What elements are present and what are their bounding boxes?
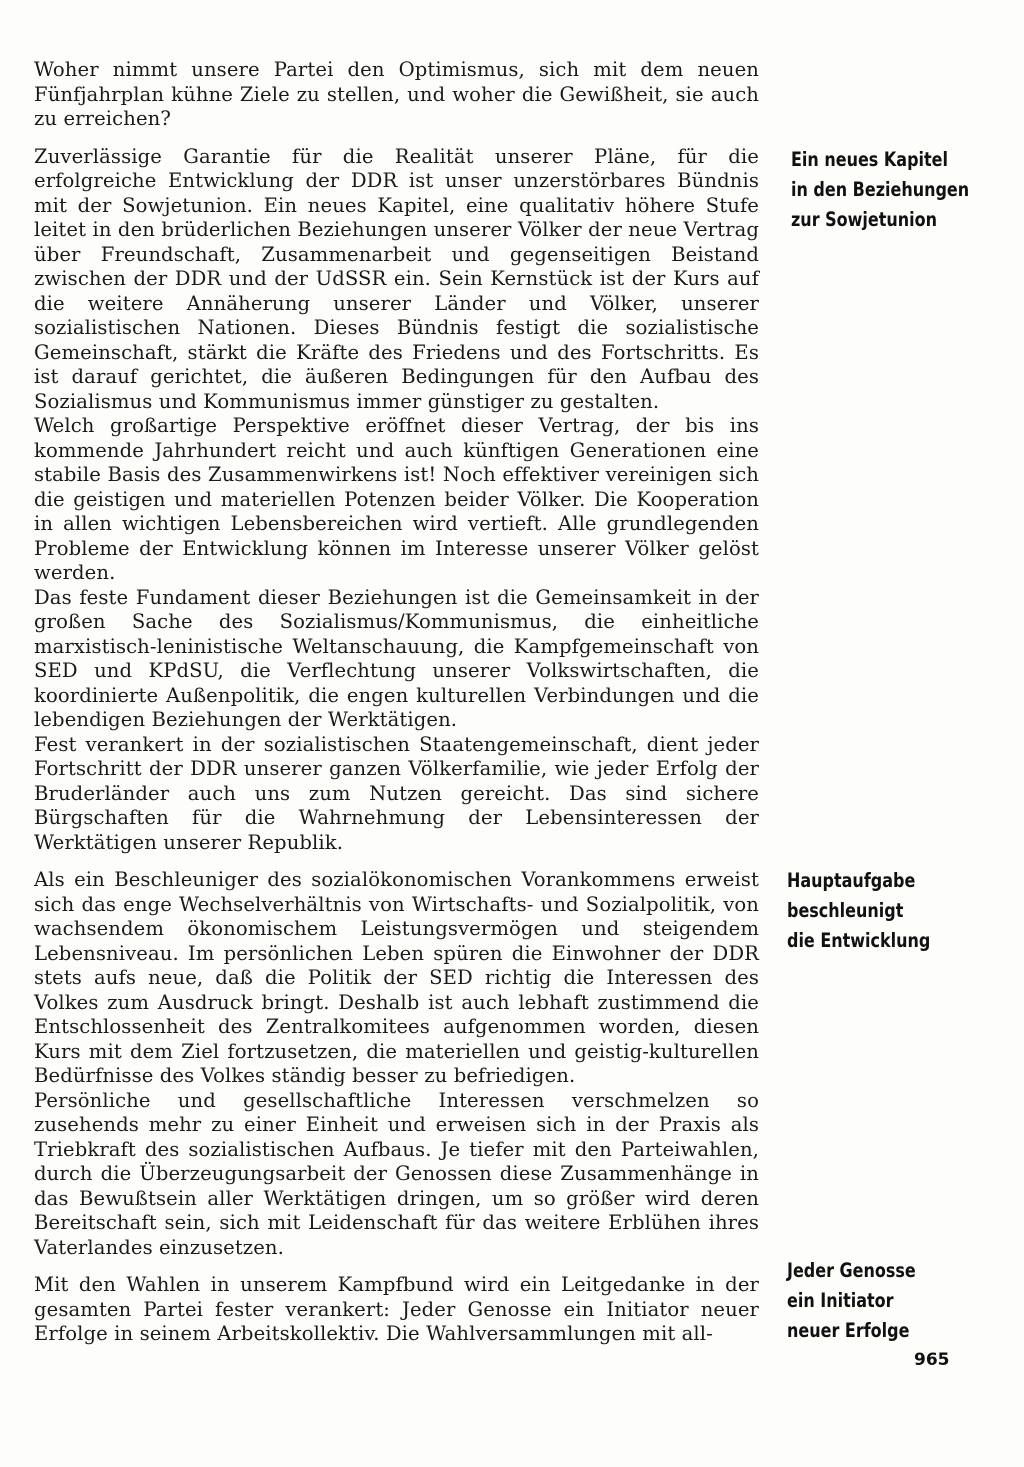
body-text-column — [34, 58, 759, 1360]
paragraph: Fest verankert in der sozialistischen Staatengemeinschaft, dient jeder Fortschritt der DDR unserer ganzen Völkerfamilie, wie jeder Erfolg der Bruderländer auch uns zum Nutzen gereicht. Das sind sichere Bürgschaften für die Wahrnehmung der Lebensinteressen der Werktätigen unserer Republik. — [34, 732, 759, 854]
margin-note-genosse: Jeder Genosse ein Initiator neuer Erfolge — [787, 1259, 916, 1342]
text-section-genosse — [34, 1273, 759, 1347]
page-number: 965 — [914, 1350, 950, 1370]
margin-note-hauptaufgabe: Hauptaufgabe beschleunigt die Entwicklung — [787, 869, 931, 952]
paragraph: Mit den Wahlen in unserem Kampfbund wird ein Leitgedanke in der gesamten Partei fester verankert: Jeder Genosse ein Initiator neuer Erfolge in seinem Arbeitskollektiv. Die Wahlversammlungen mit all- — [34, 1273, 759, 1345]
text-section-hauptaufgabe — [34, 868, 759, 1260]
paragraph: Welch großartige Perspektive eröffnet dieser Vertrag, der bis ins kommende Jahrhundert reicht und auch künftigen Generationen eine stabile Basis des Zusammenwirkens ist! Noch effektiver vereinigen sich die geistigen und materiellen Potenzen beider Völker. Die Kooperation in allen wichtigen Lebensbereichen wird vertieft. Alle grundlegenden Probleme der Entwicklung können im Interesse unserer Völker gelöst werden. — [34, 414, 759, 584]
text-section-sowjetunion — [34, 145, 759, 856]
margin-note-sowjetunion: Ein neues Kapitel in den Beziehungen zur Sowjetunion — [791, 148, 970, 231]
paragraph: Woher nimmt unsere Partei den Optimismus, sich mit dem neuen Fünfjahrplan kühne Ziele zu stellen, und woher die Gewißheit, sie auch zu erreichen? — [34, 58, 759, 130]
paragraph: Als ein Beschleuniger des sozialökonomischen Vorankommens erweist sich das enge Wechselverhältnis von Wirtschafts- und Sozialpolitik, von wachsendem ökonomischem Leistungsvermögen und steigendem Lebensniveau. Im persönlichen Leben spüren die Einwohner der DDR stets aufs neue, daß die Politik der SED richtig die Interessen des Volkes zum Ausdruck bringt. Deshalb ist auch lebhaft zustimmend die Entschlossenheit des Zentralkomitees aufgenommen worden, diesen Kurs mit dem Ziel fortzusetzen, die materiellen und geistig-kulturellen Bedürfnisse des Volkes ständig besser zu befriedigen. — [34, 868, 759, 1087]
text-section-intro — [34, 58, 759, 132]
paragraph: Persönliche und gesellschaftliche Interessen verschmelzen so zusehends mehr zu einer Einheit und erweisen sich in der Praxis als Triebkraft des sozialistischen Aufbaus. Je tiefer mit den Parteiwahlen, durch die Überzeugungsarbeit der Genossen diese Zusammenhänge in das Bewußtsein aller Werktätigen dringen, um so größer wird deren Bereitschaft sein, sich mit Leidenschaft für das weitere Erblühen ihres Vaterlandes einzusetzen. — [34, 1088, 759, 1259]
paragraph: Das feste Fundament dieser Beziehungen ist die Gemeinsamkeit in der großen Sache des Sozialismus/Kommunismus, die einheitliche marxistisch-leninistische Weltanschauung, die Kampfgemeinschaft von SED und KPdSU, die Verflechtung unserer Volkswirtschaften, die koordinierte Außenpolitik, die engen kulturellen Verbindungen und die lebendigen Beziehungen der Werktätigen. — [34, 585, 759, 731]
paragraph: Zuverlässige Garantie für die Realität unserer Pläne, für die erfolgreiche Entwicklung der DDR ist unser unzerstörbares Bündnis mit der Sowjetunion. Ein neues Kapitel, eine qualitativ höhere Stufe leitet in den brüderlichen Beziehungen unserer Völker der neue Vertrag über Freundschaft, Zusammenarbeit und gegenseitigen Beistand zwischen der DDR und der UdSSR ein. Sein Kernstück ist der Kurs auf die weitere Annäherung unserer Länder und Völker, unserer sozialistischen Nationen. Dieses Bündnis festigt die sozialistische Gemeinschaft, stärkt die Kräfte des Friedens und des Fortschritts. Es ist darauf gerichtet, die äußeren Bedingungen für den Aufbau des Sozialismus und Kommunismus immer günstiger zu gestalten. — [34, 144, 759, 413]
